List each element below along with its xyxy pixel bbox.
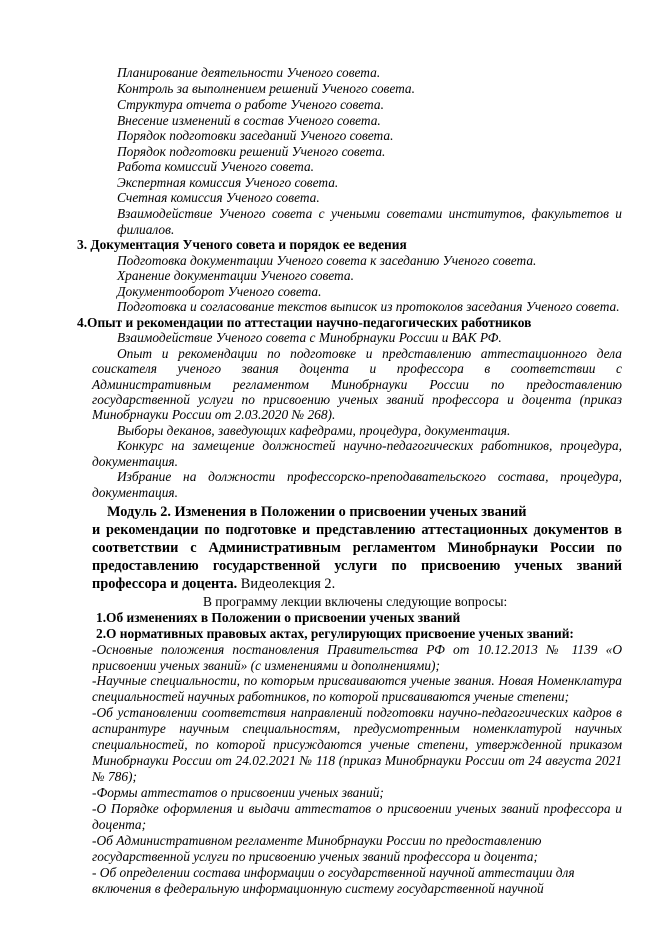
module2-item: специальностей научных работников, по которой присваиваются ученые степени; [92, 689, 570, 704]
module2-item: -Об установлении соответствия направлений подготовки научно-педагогических кадров в [92, 705, 622, 720]
question-2: 2.О нормативных правовых актах, регулирующих присвоение ученых званий: [96, 626, 574, 641]
module1-item-interaction: Взаимодействие Ученого совета с учеными советами институтов, факультетов и [117, 206, 622, 221]
section4-item: Административным регламентом Минобрнауки России по предоставлению [92, 377, 622, 392]
module2-title-bold-part: профессора и доцента. [92, 576, 238, 592]
lecture-intro: В программу лекции включены следующие вопросы: [203, 594, 508, 609]
section3-heading: 3. Документация Ученого совета и порядок ее ведения [77, 237, 407, 252]
section4-item: документация. [92, 454, 178, 469]
section3-item: Подготовка документации Ученого совета к заседанию Ученого совета. [117, 253, 537, 268]
module2-item: специальностей, по которой присуждаются ученые степени, утвержденной приказом [92, 737, 622, 752]
module1-item-control: Контроль за выполнением решений Ученого совета. [117, 81, 415, 96]
module2-title-line: и рекомендации по подготовке и представлению аттестационных документов в [92, 522, 622, 538]
module2-title: Модуль 2. Изменения в Положении о присвоении ученых званий [107, 504, 527, 520]
section3-item: Документооборот Ученого совета. [117, 284, 322, 299]
module1-item-composition: Внесение изменений в состав Ученого совета. [117, 113, 381, 128]
module2-item: доцента; [92, 817, 147, 832]
section4-heading: 4.Опыт и рекомендации по аттестации научно-педагогических работников [77, 315, 532, 330]
module1-item-counting-commission: Счетная комиссия Ученого совета. [117, 190, 320, 205]
module2-item: -Научные специальности, по которым присваиваются ученые звания. Новая Номенклатура [92, 673, 622, 688]
module2-item: включения в федеральную информационную систему государственной научной [92, 881, 544, 896]
module2-title-line: предоставлению государственной услуги по присвоению ученых званий [92, 558, 622, 574]
module1-item-commissions: Работа комиссий Ученого совета. [117, 159, 315, 174]
module2-item: -Формы аттестатов о присвоении ученых званий; [92, 785, 384, 800]
module1-item-decisions: Порядок подготовки решений Ученого совета. [117, 144, 386, 159]
section4-item: Опыт и рекомендации по подготовке и представлению аттестационного дела [117, 346, 622, 361]
module2-item: -Основные положения постановления Правительства РФ от 10.12.2013 № 1139 «О [92, 642, 622, 657]
module1-item-report-structure: Структура отчета о работе Ученого совета. [117, 97, 384, 112]
module1-item-expert-commission: Экспертная комиссия Ученого совета. [117, 175, 339, 190]
module2-title-last-line [92, 576, 335, 593]
module2-item: аспирантуре научным специальностям, предусмотренным номенклатурой научных [92, 721, 622, 736]
module2-title-line: соответствии с Административным регламентом Минобрнауки России по [92, 540, 622, 556]
module1-item-interaction-cont: филиалов. [117, 222, 175, 237]
question-1: 1.Об изменениях в Положении о присвоении ученых званий [96, 610, 461, 625]
section4-item: Взаимодействие Ученого совета с Минобрнауки России и ВАК РФ. [117, 330, 502, 345]
module2-item: № 786); [92, 769, 137, 784]
section4-item: Выборы деканов, заведующих кафедрами, процедура, документация. [117, 423, 511, 438]
section4-item: Избрание на должности профессорско-преподавательского состава, процедура, [117, 469, 622, 484]
module1-item-meetings: Порядок подготовки заседаний Ученого совета. [117, 128, 394, 143]
video-lecture-label: Видеолекция 2. [237, 576, 336, 592]
section4-item: Минобрнауки России от 2.03.2020 № 268). [92, 407, 336, 422]
module2-item: Минобрнауки России от 24.02.2021 № 118 (приказ Минобрнауки России от 24 августа 2021 [92, 753, 622, 768]
module2-item: - Об определении состава информации о государственной научной аттестации для [92, 865, 575, 880]
module2-item: -О Порядке оформления и выдачи аттестатов о присвоении ученых званий профессора и [92, 801, 622, 816]
section4-item: соискателя ученого звания доцента и профессора в соответствии с [92, 361, 622, 376]
section3-item: Подготовка и согласование текстов выписок из протоколов заседания Ученого совета. [117, 299, 620, 314]
section4-item: документация. [92, 485, 178, 500]
module1-item-planning: Планирование деятельности Ученого совета. [117, 65, 381, 80]
module2-item: -Об Административном регламенте Минобрнауки России по предоставлению [92, 833, 542, 848]
section4-item: Конкурс на замещение должностей научно-педагогических работников, процедура, [117, 438, 622, 453]
section4-item: государственной услуги по присвоению ученых званий профессора и доцента (приказ [92, 392, 622, 407]
section3-item: Хранение документации Ученого совета. [117, 268, 354, 283]
module2-item: присвоении ученых званий» (с изменениями и дополнениями); [92, 658, 440, 673]
module2-item: государственной услуги по присвоению ученых званий профессора и доцента; [92, 849, 538, 864]
